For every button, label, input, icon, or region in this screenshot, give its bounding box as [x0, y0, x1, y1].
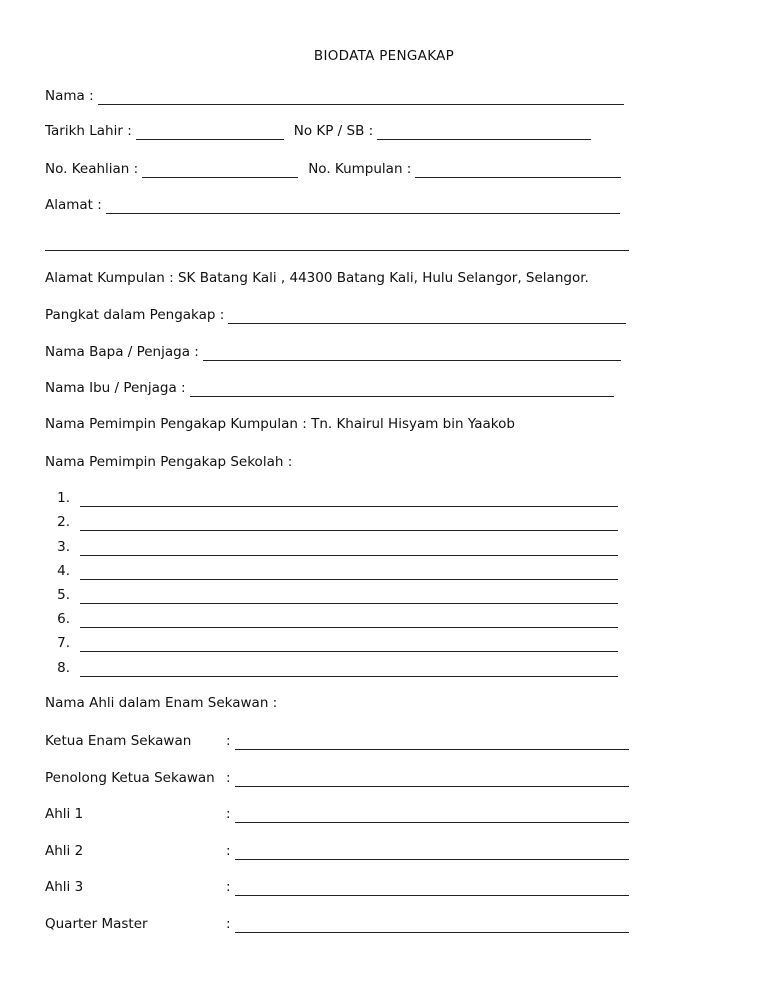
tarikh-lahir-row — [45, 120, 591, 140]
role-field[interactable] — [235, 844, 629, 860]
pemimpin-kumpulan-text: Nama Pemimpin Pengakap Kumpulan : Tn. Khairul Hisyam bin Yaakob — [45, 416, 515, 432]
list-item — [25, 584, 618, 604]
no-kumpulan-label: No. Kumpulan : — [308, 161, 412, 177]
no-kumpulan-field[interactable] — [415, 162, 621, 178]
role-field[interactable] — [235, 734, 629, 750]
role-colon: : — [226, 916, 231, 932]
alamat-kumpulan-row — [45, 267, 589, 287]
role-colon: : — [226, 733, 231, 749]
alamat-field-2[interactable] — [45, 235, 629, 251]
role-row-ahli-1 — [45, 803, 629, 823]
no-keahlian-row — [45, 158, 621, 178]
list-item — [25, 487, 618, 507]
tarikh-lahir-field[interactable] — [136, 124, 284, 140]
nama-ibu-label: Nama Ibu / Penjaga : — [45, 380, 186, 396]
list-field[interactable] — [80, 636, 618, 652]
role-colon: : — [226, 770, 231, 786]
pemimpin-sekolah-label: Nama Pemimpin Pengakap Sekolah : — [45, 454, 293, 470]
no-keahlian-label: No. Keahlian : — [45, 161, 139, 177]
list-field[interactable] — [80, 588, 618, 604]
list-number: 3. — [57, 539, 70, 555]
role-field[interactable] — [235, 771, 629, 787]
role-colon: : — [226, 879, 231, 895]
list-field[interactable] — [80, 612, 618, 628]
pangkat-field[interactable] — [228, 308, 626, 324]
enam-sekawan-heading: Nama Ahli dalam Enam Sekawan : — [45, 695, 278, 711]
role-label: Ketua Enam Sekawan — [45, 733, 192, 749]
role-colon: : — [226, 843, 231, 859]
list-number: 1. — [57, 490, 70, 506]
list-field[interactable] — [80, 540, 618, 556]
list-number: 8. — [57, 660, 70, 676]
list-number: 6. — [57, 611, 70, 627]
role-row-quarter-master — [45, 913, 629, 933]
alamat-row — [45, 194, 620, 214]
tarikh-lahir-label: Tarikh Lahir : — [45, 123, 132, 139]
list-item — [25, 632, 618, 652]
role-label: Ahli 1 — [45, 806, 84, 822]
no-keahlian-field[interactable] — [142, 162, 298, 178]
list-item — [25, 608, 618, 628]
no-kp-field[interactable] — [377, 124, 591, 140]
list-field[interactable] — [80, 564, 618, 580]
nama-label: Nama : — [45, 88, 94, 104]
pangkat-row — [45, 304, 626, 324]
role-row-ahli-2 — [45, 840, 629, 860]
enam-sekawan-heading-row — [45, 692, 277, 712]
role-label: Penolong Ketua Sekawan — [45, 770, 215, 786]
alamat-label: Alamat : — [45, 197, 102, 213]
pemimpin-kumpulan-row — [45, 413, 515, 433]
role-row-penolong — [45, 767, 629, 787]
list-item — [25, 536, 618, 556]
nama-bapa-label: Nama Bapa / Penjaga : — [45, 344, 199, 360]
alamat-field[interactable] — [106, 198, 620, 214]
nama-row — [45, 85, 624, 105]
role-row-ketua — [45, 730, 629, 750]
nama-ibu-field[interactable] — [190, 381, 614, 397]
list-item — [25, 657, 618, 677]
role-field[interactable] — [235, 917, 629, 933]
role-label: Ahli 2 — [45, 843, 84, 859]
role-field[interactable] — [235, 807, 629, 823]
role-field[interactable] — [235, 880, 629, 896]
list-item — [25, 560, 618, 580]
nama-bapa-field[interactable] — [203, 345, 621, 361]
alamat-kumpulan-text: Alamat Kumpulan : SK Batang Kali , 44300 Batang Kali, Hulu Selangor, Selangor. — [45, 270, 589, 286]
nama-ibu-row — [45, 377, 614, 397]
list-number: 4. — [57, 563, 70, 579]
pemimpin-sekolah-row — [45, 451, 292, 471]
no-kp-label: No KP / SB : — [293, 123, 374, 139]
role-label: Ahli 3 — [45, 879, 84, 895]
alamat-row-2 — [45, 231, 629, 251]
list-field[interactable] — [80, 515, 618, 531]
list-field[interactable] — [80, 491, 618, 507]
role-row-ahli-3 — [45, 876, 629, 896]
nama-field[interactable] — [98, 89, 624, 105]
pangkat-label: Pangkat dalam Pengakap : — [45, 307, 225, 323]
document-title: BIODATA PENGAKAP — [313, 48, 455, 64]
role-label: Quarter Master — [45, 916, 148, 932]
list-item — [25, 511, 618, 531]
list-number: 2. — [57, 514, 70, 530]
list-number: 7. — [57, 635, 70, 651]
list-number: 5. — [57, 587, 70, 603]
role-colon: : — [226, 806, 231, 822]
list-field[interactable] — [80, 661, 618, 677]
nama-bapa-row — [45, 341, 621, 361]
